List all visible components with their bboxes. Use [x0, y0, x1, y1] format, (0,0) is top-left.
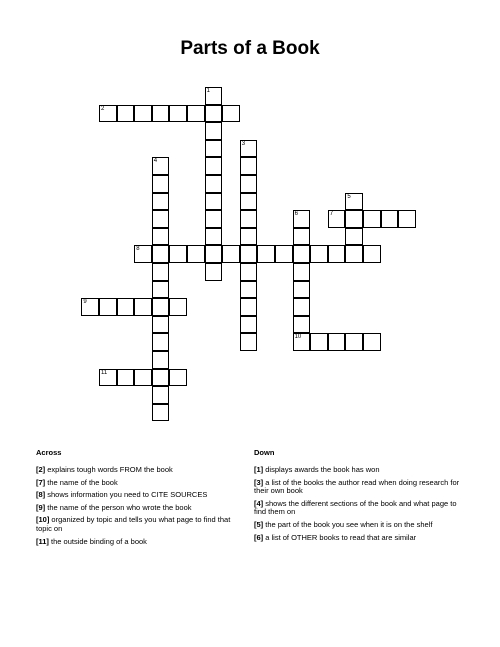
grid-cell[interactable] [293, 263, 311, 281]
clue-number: [3] [254, 477, 264, 487]
clue-number: 9 [83, 299, 87, 306]
across-clue [36, 516, 241, 533]
clue-number: 4 [153, 158, 158, 165]
grid-cell[interactable] [240, 228, 258, 246]
grid-cell[interactable] [310, 333, 328, 351]
grid-cell[interactable] [293, 316, 311, 334]
grid-cell[interactable] [363, 210, 381, 228]
grid-cell[interactable] [205, 122, 223, 140]
clue-number: [7] [36, 477, 46, 487]
grid-cell[interactable] [240, 140, 258, 158]
grid-cell[interactable] [134, 369, 152, 387]
grid-cell[interactable] [99, 369, 117, 387]
puzzle-title: Parts of a Book [180, 38, 320, 59]
grid-cell[interactable] [293, 228, 311, 246]
across-clue [36, 466, 241, 475]
grid-cell[interactable] [205, 105, 223, 123]
grid-cell[interactable] [152, 316, 170, 334]
grid-cell[interactable] [240, 245, 258, 263]
grid-cell[interactable] [240, 263, 258, 281]
grid-cell[interactable] [240, 193, 258, 211]
grid-cell[interactable] [205, 263, 223, 281]
across-clues [36, 448, 241, 550]
grid-cell[interactable] [169, 298, 187, 316]
grid-cell[interactable] [187, 105, 205, 123]
grid-cell[interactable] [99, 298, 117, 316]
across-clue [36, 504, 241, 513]
clue-number: [1] [254, 465, 264, 474]
grid-cell[interactable] [117, 298, 135, 316]
clue-number: 10 [294, 334, 302, 341]
grid-cell[interactable] [81, 298, 99, 316]
grid-cell[interactable] [117, 369, 135, 387]
down-clue [254, 466, 464, 475]
grid-cell[interactable] [152, 105, 170, 123]
clue-number: [8] [36, 490, 46, 500]
across-list [36, 466, 241, 546]
clue-number: [4] [254, 498, 264, 508]
clue-number: 2 [101, 105, 105, 112]
clue-number: [10] [36, 515, 50, 525]
clue-number: [2] [36, 465, 46, 474]
grid-cell[interactable] [363, 245, 381, 263]
clue-number: [5] [254, 519, 264, 529]
grid-cell[interactable] [328, 245, 346, 263]
grid-cell[interactable] [240, 281, 258, 299]
down-clues [254, 448, 464, 546]
grid-cell[interactable] [134, 298, 152, 316]
grid-cell[interactable] [345, 210, 363, 228]
across-clue [36, 491, 241, 500]
grid-cell[interactable] [257, 245, 275, 263]
clue-number: [11] [36, 536, 49, 546]
grid-cell[interactable] [169, 105, 187, 123]
grid-cell[interactable] [152, 298, 170, 316]
grid-cell[interactable] [293, 210, 311, 228]
clue-text: a list of OTHER books to read that are similar [263, 532, 417, 542]
grid-cell[interactable] [222, 245, 240, 263]
grid-cell[interactable] [152, 351, 170, 369]
clue-number: 1 [206, 88, 210, 94]
grid-cell[interactable] [240, 157, 258, 175]
grid-cell[interactable] [345, 228, 363, 246]
grid-cell[interactable] [345, 245, 363, 263]
grid-cell[interactable] [117, 105, 135, 123]
across-clue [36, 479, 241, 488]
clue-text: explains tough words FROM the book [45, 465, 173, 474]
grid-cell[interactable] [275, 245, 293, 263]
grid-cell[interactable] [222, 105, 240, 123]
grid-cell[interactable] [328, 333, 346, 351]
grid-cell[interactable] [293, 333, 311, 351]
grid-cell[interactable] [134, 245, 152, 263]
grid-cell[interactable] [169, 245, 187, 263]
grid-cell[interactable] [152, 175, 170, 193]
grid-cell[interactable] [152, 193, 170, 211]
grid-cell[interactable] [240, 175, 258, 193]
grid-cell[interactable] [205, 245, 223, 263]
grid-cell[interactable] [152, 333, 170, 351]
clue-number: 5 [347, 193, 351, 200]
clue-number: 8 [136, 246, 140, 253]
down-clue [254, 534, 464, 543]
clue-text: shows the different sections of the book and what page to find them on [254, 498, 457, 517]
clue-text: displays awards the book has won [263, 465, 380, 474]
grid-cell[interactable] [152, 263, 170, 281]
grid-cell[interactable] [205, 140, 223, 158]
down-clue [254, 500, 464, 517]
clue-text: the outside binding of a book [48, 536, 147, 546]
clue-number: [6] [254, 532, 264, 542]
grid-cell[interactable] [152, 157, 170, 175]
grid-cell[interactable] [240, 210, 258, 228]
clue-text: the part of the book you see when it is on the shelf [263, 519, 433, 529]
grid-cell[interactable] [363, 333, 381, 351]
clue-text: shows information you need to CITE SOURCES [45, 490, 208, 500]
clue-number: 11 [101, 369, 108, 376]
grid-cell[interactable] [152, 245, 170, 263]
grid-cell[interactable] [240, 298, 258, 316]
grid-cell[interactable] [99, 105, 117, 123]
grid-cell[interactable] [328, 210, 346, 228]
grid-cell[interactable] [240, 316, 258, 334]
grid-cell[interactable] [205, 175, 223, 193]
clue-number: [9] [36, 502, 46, 512]
down-list [254, 466, 464, 542]
grid-cell[interactable] [293, 298, 311, 316]
grid-cell[interactable] [152, 369, 170, 387]
clue-number: 6 [294, 211, 298, 218]
grid-cell[interactable] [152, 281, 170, 299]
clue-text: a list of the books the author read when doing research for their own book [254, 477, 460, 496]
grid-cell[interactable] [205, 210, 223, 228]
clue-number: 7 [329, 211, 334, 218]
grid-cell[interactable] [205, 193, 223, 211]
grid-cell[interactable] [152, 228, 170, 246]
grid-cell[interactable] [152, 404, 170, 422]
grid-cell[interactable] [205, 228, 223, 246]
down-heading: Down [254, 448, 275, 457]
down-clue [254, 521, 464, 530]
grid-cell[interactable] [310, 245, 328, 263]
grid-cell[interactable] [169, 369, 187, 387]
grid-cell[interactable] [293, 281, 311, 299]
grid-cell[interactable] [187, 245, 205, 263]
grid-cell[interactable] [381, 210, 399, 228]
grid-cell[interactable] [205, 87, 223, 105]
down-clue [254, 479, 464, 496]
clue-text: organized by topic and tells you what page to find that topic on [36, 515, 231, 533]
clue-text: the name of the book [45, 477, 118, 487]
grid-cell[interactable] [345, 193, 363, 211]
grid-cell[interactable] [205, 157, 223, 175]
across-heading: Across [36, 448, 62, 457]
clue-number: 3 [241, 140, 246, 147]
grid-cell[interactable] [398, 210, 416, 228]
grid-cell[interactable] [345, 333, 363, 351]
clue-text: the name of the person who wrote the book [45, 502, 192, 512]
across-clue [36, 538, 241, 547]
grid-cell[interactable] [152, 210, 170, 228]
grid-cell[interactable] [134, 105, 152, 123]
grid-cell[interactable] [240, 333, 258, 351]
grid-cell[interactable] [293, 245, 311, 263]
grid-cell[interactable] [152, 386, 170, 404]
